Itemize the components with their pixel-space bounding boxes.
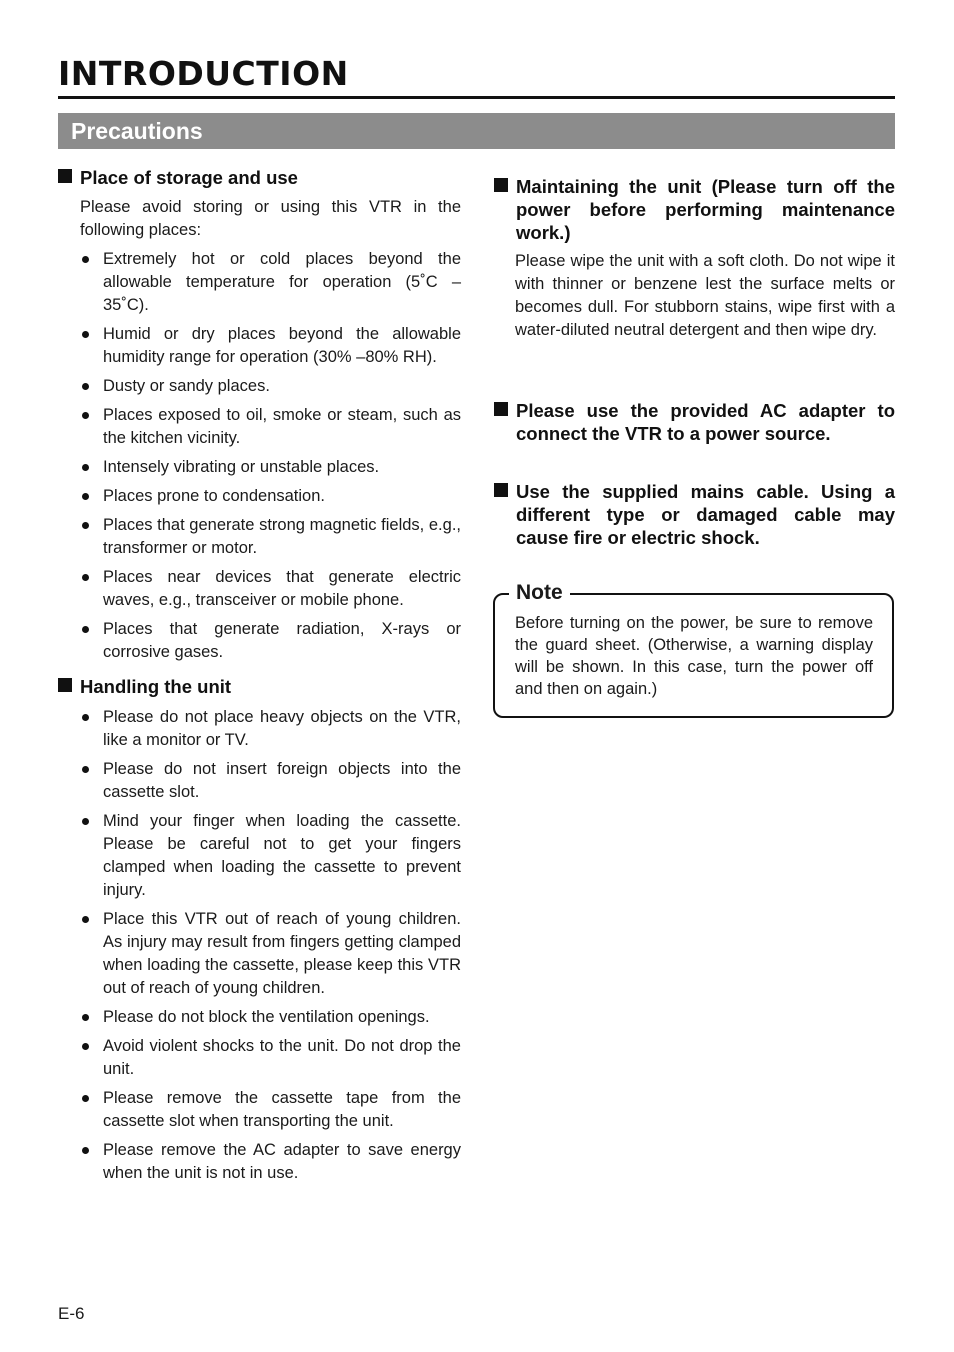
- list-item: Please do not place heavy objects on the VTR, like a monitor or TV.: [58, 706, 461, 752]
- maintenance-heading-text: Maintaining the unit (Please turn off the power before performing maintenance work.): [516, 176, 895, 243]
- square-bullet-icon: [494, 402, 508, 416]
- square-bullet-icon: [58, 678, 72, 692]
- bullet-dot-icon: [82, 412, 89, 419]
- note-text: Before turning on the power, be sure to remove the guard sheet. (Otherwise, a warning display will be shown. In this case, turn the power off and then on again.): [515, 614, 873, 698]
- bullet-dot-icon: [82, 331, 89, 338]
- list-item: Places that generate strong magnetic fields, e.g., transformer or motor.: [58, 514, 461, 560]
- storage-intro: Please avoid storing or using this VTR in the following places:: [80, 198, 461, 239]
- list-item: Please do not block the ventilation openings.: [58, 1006, 461, 1029]
- storage-heading-text: Place of storage and use: [80, 167, 298, 188]
- ac-adapter-heading-text: Please use the provided AC adapter to connect the VTR to a power source.: [516, 400, 895, 444]
- page-title: INTRODUCTION: [58, 54, 349, 93]
- list-item: Places near devices that generate electric waves, e.g., transceiver or mobile phone.: [58, 566, 461, 612]
- bullet-dot-icon: [82, 626, 89, 633]
- bullet-dot-icon: [82, 1147, 89, 1154]
- storage-list: [58, 248, 461, 670]
- maintenance-heading: [494, 175, 895, 244]
- bullet-dot-icon: [82, 522, 89, 529]
- list-item: Places exposed to oil, smoke or steam, such as the kitchen vicinity.: [58, 404, 461, 450]
- bullet-dot-icon: [82, 493, 89, 500]
- handling-heading-text: Handling the unit: [80, 676, 232, 697]
- handling-list: [58, 706, 461, 1191]
- section-header-bar: [58, 113, 895, 149]
- bullet-dot-icon: [82, 714, 89, 721]
- list-item: Avoid violent shocks to the unit. Do not drop the unit.: [58, 1035, 461, 1081]
- list-item: Places prone to condensation.: [58, 485, 461, 508]
- bullet-dot-icon: [82, 766, 89, 773]
- mains-cable-heading-text: Use the supplied mains cable. Using a different type or damaged cable may cause fire or electric shock.: [516, 481, 895, 548]
- page-number: E-6: [58, 1304, 85, 1323]
- mains-cable-heading: [494, 480, 895, 549]
- bullet-dot-icon: [82, 1095, 89, 1102]
- list-item: Places that generate radiation, X-rays or corrosive gases.: [58, 618, 461, 664]
- list-item: Extremely hot or cold places beyond the allowable temperature for operation (5˚C – 35˚C).: [58, 248, 461, 317]
- list-item: Please remove the cassette tape from the cassette slot when transporting the unit.: [58, 1087, 461, 1133]
- bullet-dot-icon: [82, 916, 89, 923]
- maintenance-text: Please wipe the unit with a soft cloth. Do not wipe it with thinner or benzene lest the surface melts or becomes dull. For stubborn stains, wipe first with a water-diluted neutral detergent and then wipe dry.: [515, 252, 895, 339]
- note-box: [493, 581, 894, 718]
- list-item: Mind your finger when loading the cassette. Please be careful not to get your fingers clamped when loading the cassette to prevent injury.: [58, 810, 461, 902]
- bullet-dot-icon: [82, 256, 89, 263]
- storage-heading: [58, 166, 298, 189]
- list-item: Dusty or sandy places.: [58, 375, 461, 398]
- bullet-dot-icon: [82, 1014, 89, 1021]
- title-divider: [58, 96, 895, 99]
- list-item: Intensely vibrating or unstable places.: [58, 456, 461, 479]
- ac-adapter-heading: [494, 399, 895, 445]
- bullet-dot-icon: [82, 1043, 89, 1050]
- list-item: Please remove the AC adapter to save energy when the unit is not in use.: [58, 1139, 461, 1185]
- bullet-dot-icon: [82, 818, 89, 825]
- list-item: Please do not insert foreign objects into the cassette slot.: [58, 758, 461, 804]
- bullet-dot-icon: [82, 464, 89, 471]
- square-bullet-icon: [58, 169, 72, 183]
- list-item: Humid or dry places beyond the allowable humidity range for operation (30% –80% RH).: [58, 323, 461, 369]
- square-bullet-icon: [494, 178, 508, 192]
- list-item: Place this VTR out of reach of young children. As injury may result from fingers getting clamped when loading the cassette, please keep this VTR out of reach of young children.: [58, 908, 461, 1000]
- square-bullet-icon: [494, 483, 508, 497]
- bullet-dot-icon: [82, 574, 89, 581]
- handling-heading: [58, 675, 231, 698]
- note-label: Note: [509, 580, 570, 606]
- bullet-dot-icon: [82, 383, 89, 390]
- section-title: Precautions: [71, 118, 203, 144]
